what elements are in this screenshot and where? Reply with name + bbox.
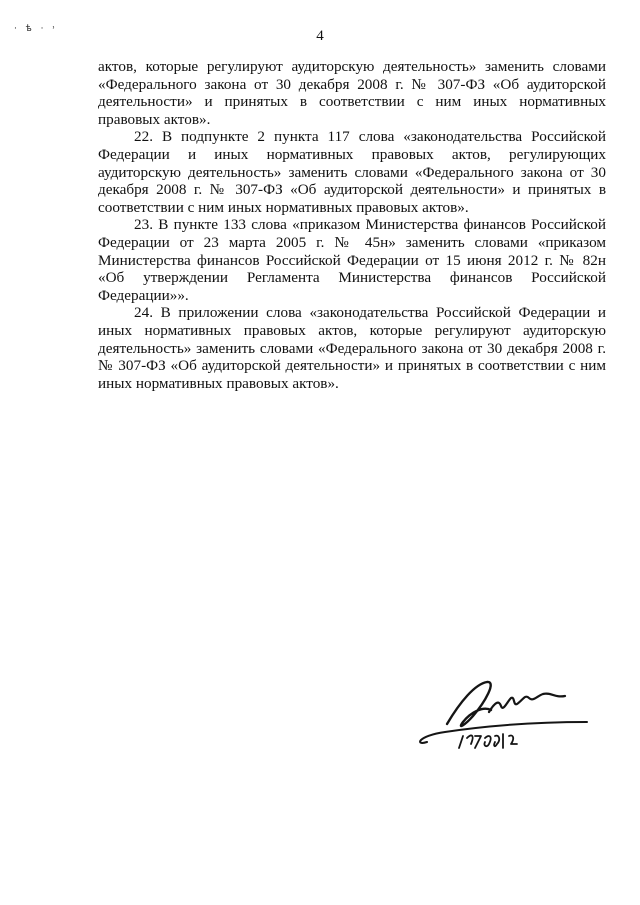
page-number: 4 [316, 28, 324, 44]
paragraph-22: 22. В подпункте 2 пункта 117 слова «законодательства Российской Федерации и иных нормативных правовых актов, регулирующих аудиторскую деятельность» заменить словами «Федерального закона от 30 декабря 2008 г. № 307-ФЗ «Об аудиторской деятельности» и принятых в соответствии с ним иных нормативных правовых актов». [98, 128, 606, 216]
signature-date-stroke [459, 734, 517, 748]
signature-initial-stroke [447, 682, 491, 726]
handwritten-signature [405, 672, 590, 762]
paragraph-23: 23. В пункте 133 слова «приказом Министерства финансов Российской Федерации от 23 марта 2005 г. № 45н» заменить словами «приказом Министерства финансов Российской Федерации от 15 июня 2012 г. № 82н «Об утверждении Регламента Министерства финансов Российской Федерации»». [98, 216, 606, 304]
document-body [98, 58, 606, 392]
paragraph-24: 24. В приложении слова «законодательства Российской Федерации и иных нормативных правовых актов, которые регулируют аудиторскую деятельность» заменить словами «Федерального закона от 30 декабря 2008 г. № 307-ФЗ «Об аудиторской деятельности» и принятых в соответствии с ним иных нормативных правовых актов». [98, 304, 606, 392]
scan-marks: · ѣ · ˒ [14, 24, 59, 34]
paragraph-continuation: актов, которые регулируют аудиторскую деятельность» заменить словами «Федерального закона от 30 декабря 2008 г. № 307-ФЗ «Об аудиторской деятельности» и принятых в соответствии с ним иных нормативных правовых актов». [98, 58, 606, 128]
signature-body-stroke [489, 694, 565, 712]
